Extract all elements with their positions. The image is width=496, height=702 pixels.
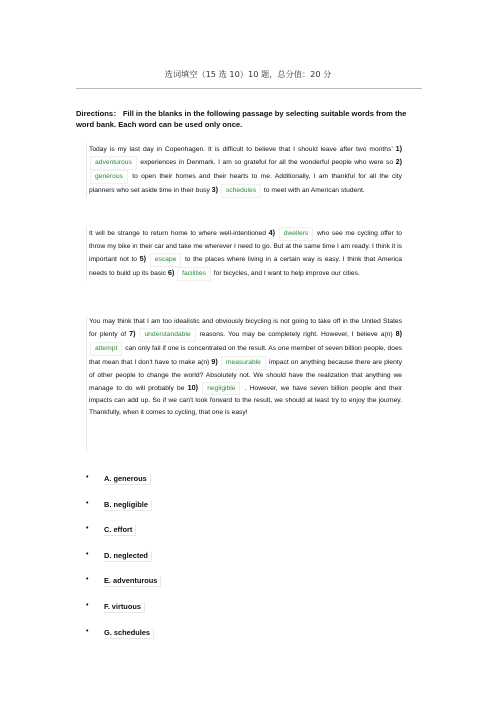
passage-text: who see me cycling offer to throw my bike in their car and take me wherever I need to go. But at the same time I am ready. I think it is important not to bbox=[89, 230, 402, 263]
bullet-icon: • bbox=[86, 601, 89, 609]
option-label: F. virtuous bbox=[104, 602, 145, 613]
blank-answer-2[interactable]: generous bbox=[90, 170, 128, 184]
bullet-icon: • bbox=[86, 499, 89, 507]
blank-answer-4[interactable]: dwellers bbox=[279, 227, 314, 241]
passage-text: impact on anything because there are plenty of other people to change the world? Absolutely not. We should have the realization that anything we manage to do will probably be bbox=[89, 358, 403, 392]
blank-number: 3) bbox=[211, 184, 219, 194]
passage-text: to the places where living in a certain way is easy. I think that America needs to build up its basic bbox=[89, 255, 403, 277]
blank-number: 2) bbox=[395, 156, 403, 166]
option-label: C. effort bbox=[104, 525, 136, 536]
blank-answer-3[interactable]: schedules bbox=[221, 184, 261, 198]
passage-text: . However, we have seven billion people and their impacts can add up. So if we can't look forward to the result, we should at least try to enjoy the journey. Thankfully, when it comes to cycling, that one is easy! bbox=[89, 384, 403, 417]
passage-text: It will be strange to return home to where well-intentioned bbox=[89, 230, 266, 237]
passage-text: reasons. You may be completely right. However, I believe a(n) bbox=[199, 330, 393, 338]
blank-number: 1) bbox=[395, 144, 403, 153]
blank-answer-5[interactable]: escape bbox=[150, 253, 182, 267]
passage-paragraph-1 bbox=[86, 143, 402, 198]
passage-paragraph-3 bbox=[86, 316, 402, 452]
directions-label: Directions： bbox=[76, 109, 121, 118]
blank-answer-6[interactable]: facilities bbox=[177, 267, 211, 281]
blank-answer-1[interactable]: adventurous bbox=[90, 156, 137, 170]
blank-number: 5) bbox=[139, 253, 147, 263]
passage-text: You may think that I am too idealistic and obviously bicycling is not going to take off in the United States for plenty of bbox=[89, 318, 402, 338]
blank-answer-8[interactable]: attempt bbox=[90, 342, 122, 356]
option-label: D. neglected bbox=[104, 551, 152, 562]
bullet-icon: • bbox=[86, 550, 89, 558]
passage-text: to meet with an American student. bbox=[263, 186, 365, 194]
blank-answer-7[interactable]: understandable bbox=[139, 328, 195, 342]
blank-number: 8) bbox=[395, 328, 402, 338]
passage-paragraph-2 bbox=[86, 227, 402, 281]
bullet-icon: • bbox=[86, 474, 89, 481]
passage-text: Today is my last day in Copenhagen. It is difficult to believe that I should leave after two months’ bbox=[89, 146, 393, 153]
option-label: E. adventurous bbox=[104, 576, 161, 587]
option-label: G. schedules bbox=[104, 628, 154, 639]
blank-number: 4) bbox=[268, 228, 276, 237]
passage-text: for bicycles, and I want to help improve our cities. bbox=[213, 269, 360, 277]
directions-text: Fill in the blanks in the following passage by selecting suitable words from the word bank. Each word can be used only once. bbox=[76, 109, 407, 130]
exam-section-header: 选词填空（15 选 10）10 题，总分值：20 分 bbox=[164, 69, 332, 79]
bullet-icon: • bbox=[86, 627, 89, 635]
blank-answer-9[interactable]: measurable bbox=[221, 356, 266, 370]
bullet-icon: • bbox=[86, 525, 89, 533]
option-label: A. generous bbox=[104, 474, 151, 485]
directions bbox=[76, 108, 424, 131]
header-divider bbox=[76, 88, 422, 89]
blank-number: 9) bbox=[211, 356, 218, 366]
passage-text: can only fail if one is concentrated on the result. As one member of seven billion people, does that mean that I don't have to make a(n) bbox=[89, 344, 403, 366]
bullet-icon: • bbox=[86, 576, 89, 584]
blank-number: 6) bbox=[167, 267, 175, 277]
blank-answer-10[interactable]: negligible bbox=[202, 382, 240, 396]
passage-text: to open their homes and their hearts to me. Additionally, I am thankful for all the city planners who set aside time in their busy bbox=[89, 172, 402, 194]
passage-text: experiences in Denmark. I am so grateful for all the wonderful people who were so bbox=[140, 158, 394, 166]
option-label: B. negligible bbox=[104, 500, 152, 511]
blank-number: 10) bbox=[187, 382, 199, 392]
blank-number: 7) bbox=[129, 328, 136, 338]
